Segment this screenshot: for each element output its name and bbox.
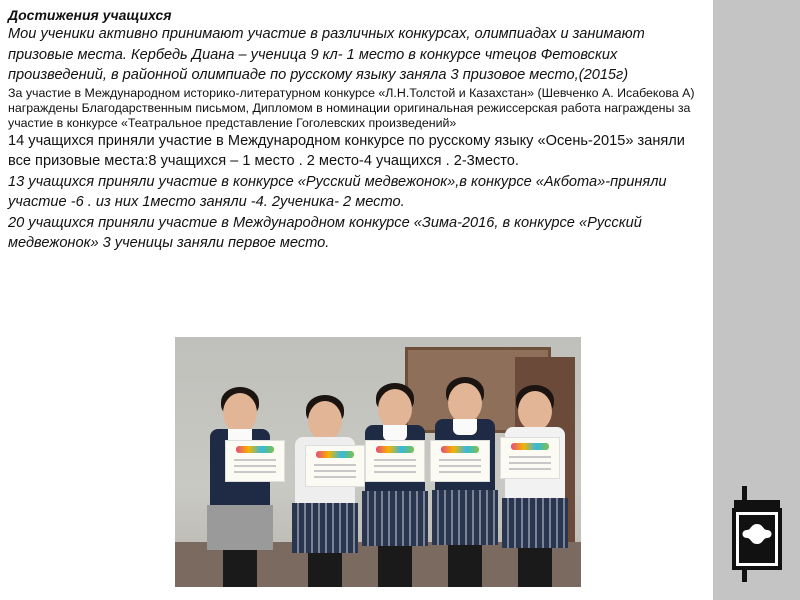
student-figure [500, 385, 570, 587]
diploma-icon [225, 440, 285, 482]
paragraph-achievements-intro: Мои ученики активно принимают участие в различных конкурсах, олимпиадах и занимают призовые места. Кербедь Диана – ученица 9 кл- 1 место в конкурсе чтецов Фетовских произведений, в районной олимпиаде по русскому языку заняла 3 призовое место,(2015г) [8, 26, 645, 83]
group-photo-icon [175, 337, 581, 587]
diploma-icon [305, 445, 365, 487]
paragraph-winter-2016: 20 учащихся приняли участие в Международном конкурсе «Зима-2016, в конкурсе «Русский медвежонок» 3 ученицы заняли первое место. [8, 214, 642, 251]
student-figure [360, 383, 430, 587]
student-figure [430, 377, 500, 587]
diploma-icon [500, 437, 560, 479]
slide-title: Достижения учащихся [8, 7, 172, 23]
student-figure [205, 387, 275, 587]
slide-content [8, 6, 708, 254]
book-ornament-icon [730, 486, 784, 582]
diploma-icon [365, 440, 425, 482]
paragraph-tolstoy-contest: За участие в Международном историко-литературном конкурсе «Л.Н.Толстой и Казахстан» (Шевченко А. Исабекова А) награждены Благодарственным письмом, Дипломом в номинации оригинальная режиссерская работа награждены за участие в конкурсе «Театральное представление Гоголевских произведений» [8, 85, 695, 130]
paragraph-russian-bear-akbota: 13 учащихся приняли участие в конкурсе «Русский медвежонок»,в конкурсе «Акбота»-приняли участие -6 . из них 1место заняли -4. 2ученика- 2 место. [8, 173, 667, 210]
paragraph-autumn-2015: 14 учащихся приняли участие в Международном конкурсе по русскому языку «Осень-2015» заняли все призовые места:8 учащихся – 1 место . 2 место-4 учащихся . 2-3место. [8, 132, 685, 169]
student-figure [290, 395, 360, 587]
diploma-icon [430, 440, 490, 482]
